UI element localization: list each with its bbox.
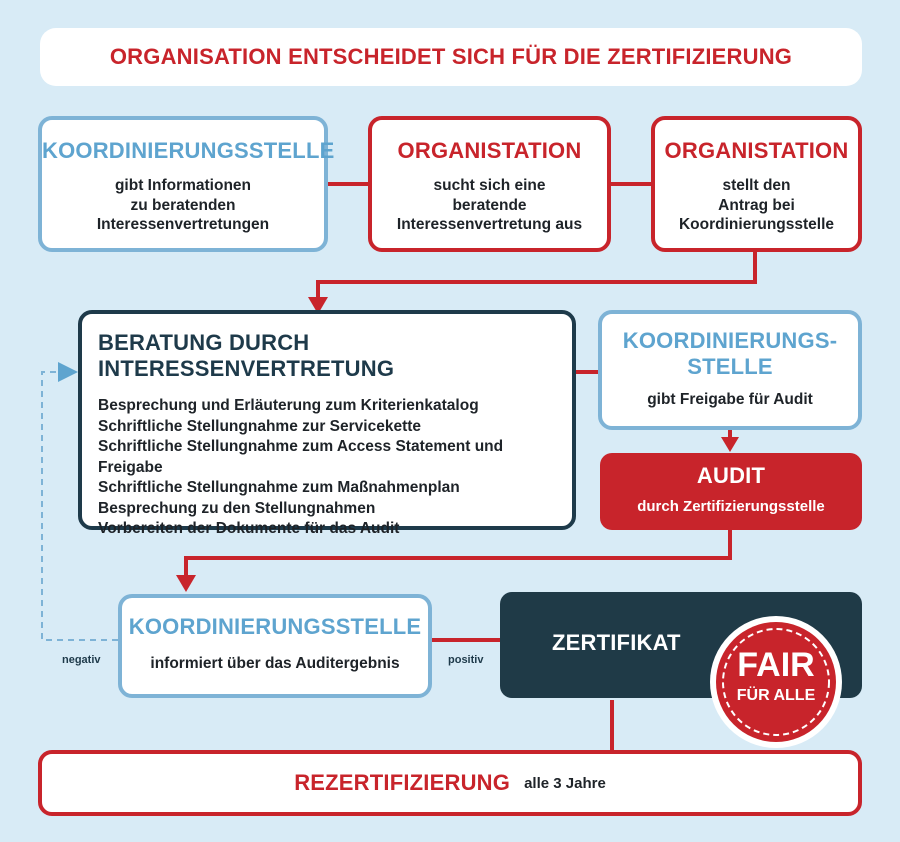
step3-line: Antrag bei: [718, 196, 795, 214]
step2-body: [372, 176, 607, 235]
list-item: Besprechung und Erläuterung zum Kriterienkatalog: [98, 397, 479, 414]
arrow-freigabe-to-audit: [721, 430, 739, 452]
ergebnis-body: informiert über das Auditergebnis: [150, 655, 400, 672]
beratung-box: [78, 310, 576, 537]
step1-line: zu beratenden: [130, 196, 236, 214]
step2-title: ORGANISTATION: [397, 138, 582, 163]
rezertifizierung-box: [38, 750, 862, 816]
step-organisation-antrag: [651, 116, 862, 252]
step1-body: [42, 176, 324, 235]
step-koordinierungsstelle-freigabe: [598, 310, 862, 430]
list-item: Freigabe: [98, 458, 163, 476]
step1-line: Interessenvertretungen: [96, 216, 270, 233]
ergebnis-title: KOORDINIERUNGSSTELLE: [128, 614, 422, 639]
step2-line: beratende: [452, 196, 527, 214]
freigabe-title: [602, 328, 858, 380]
step2-line: Interessenvertretung aus: [396, 216, 583, 233]
step1-line: gibt Informationen: [114, 177, 252, 194]
badge-line1: FAIR: [737, 646, 815, 684]
zertifikat-title: ZERTIFIKAT: [552, 630, 681, 655]
step-organisation-sucht: [368, 116, 611, 252]
label-negativ: negativ: [62, 654, 101, 666]
audit-title: AUDIT: [696, 463, 766, 488]
step3-line: stellt den: [722, 177, 791, 194]
step1-title: KOORDINIERUNGSSTELLE: [42, 138, 335, 163]
freigabe-title-line: STELLE: [687, 354, 773, 379]
arrow-step3-to-beratung: [308, 252, 755, 314]
badge-line2: FÜR ALLE: [736, 687, 816, 704]
freigabe-body: gibt Freigabe für Audit: [647, 391, 813, 408]
beratung-list: [98, 396, 554, 540]
list-item: Schriftliche Stellungnahme zum Access Statement und: [98, 438, 504, 455]
step-koordinierungsstelle-ergebnis: [118, 594, 432, 698]
rezert-title: REZERTIFIZIERUNG: [294, 770, 511, 795]
step3-body: [655, 176, 858, 235]
rezert-note: alle 3 Jahre: [524, 774, 606, 792]
fair-fuer-alle-badge: [706, 612, 846, 752]
list-item: Vorbereiten der Dokumente für das Audit: [98, 520, 400, 537]
freigabe-title-line: KOORDINIERUNGS-: [622, 328, 838, 353]
audit-body: durch Zertifizierungsstelle: [637, 498, 825, 515]
beratung-title: BERATUNG DURCH INTERESSENVERTRETUNG: [98, 330, 395, 381]
list-item: Schriftliche Stellungnahme zur Servicekette: [98, 417, 422, 435]
step2-line: sucht sich eine: [433, 177, 546, 194]
header-banner: [40, 28, 862, 86]
step3-line: Koordinierungsstelle: [678, 216, 835, 233]
audit-box: [600, 453, 862, 530]
label-positiv: positiv: [448, 654, 484, 666]
step-koordinierungsstelle-info: [38, 116, 335, 252]
list-item: Schriftliche Stellungnahme zum Maßnahmenplan: [98, 479, 460, 496]
step3-title: ORGANISTATION: [664, 138, 849, 163]
list-item: Besprechung zu den Stellungnahmen: [98, 499, 376, 517]
header-title: ORGANISATION ENTSCHEIDET SICH FÜR DIE ZERTIFIZIERUNG: [109, 44, 793, 69]
